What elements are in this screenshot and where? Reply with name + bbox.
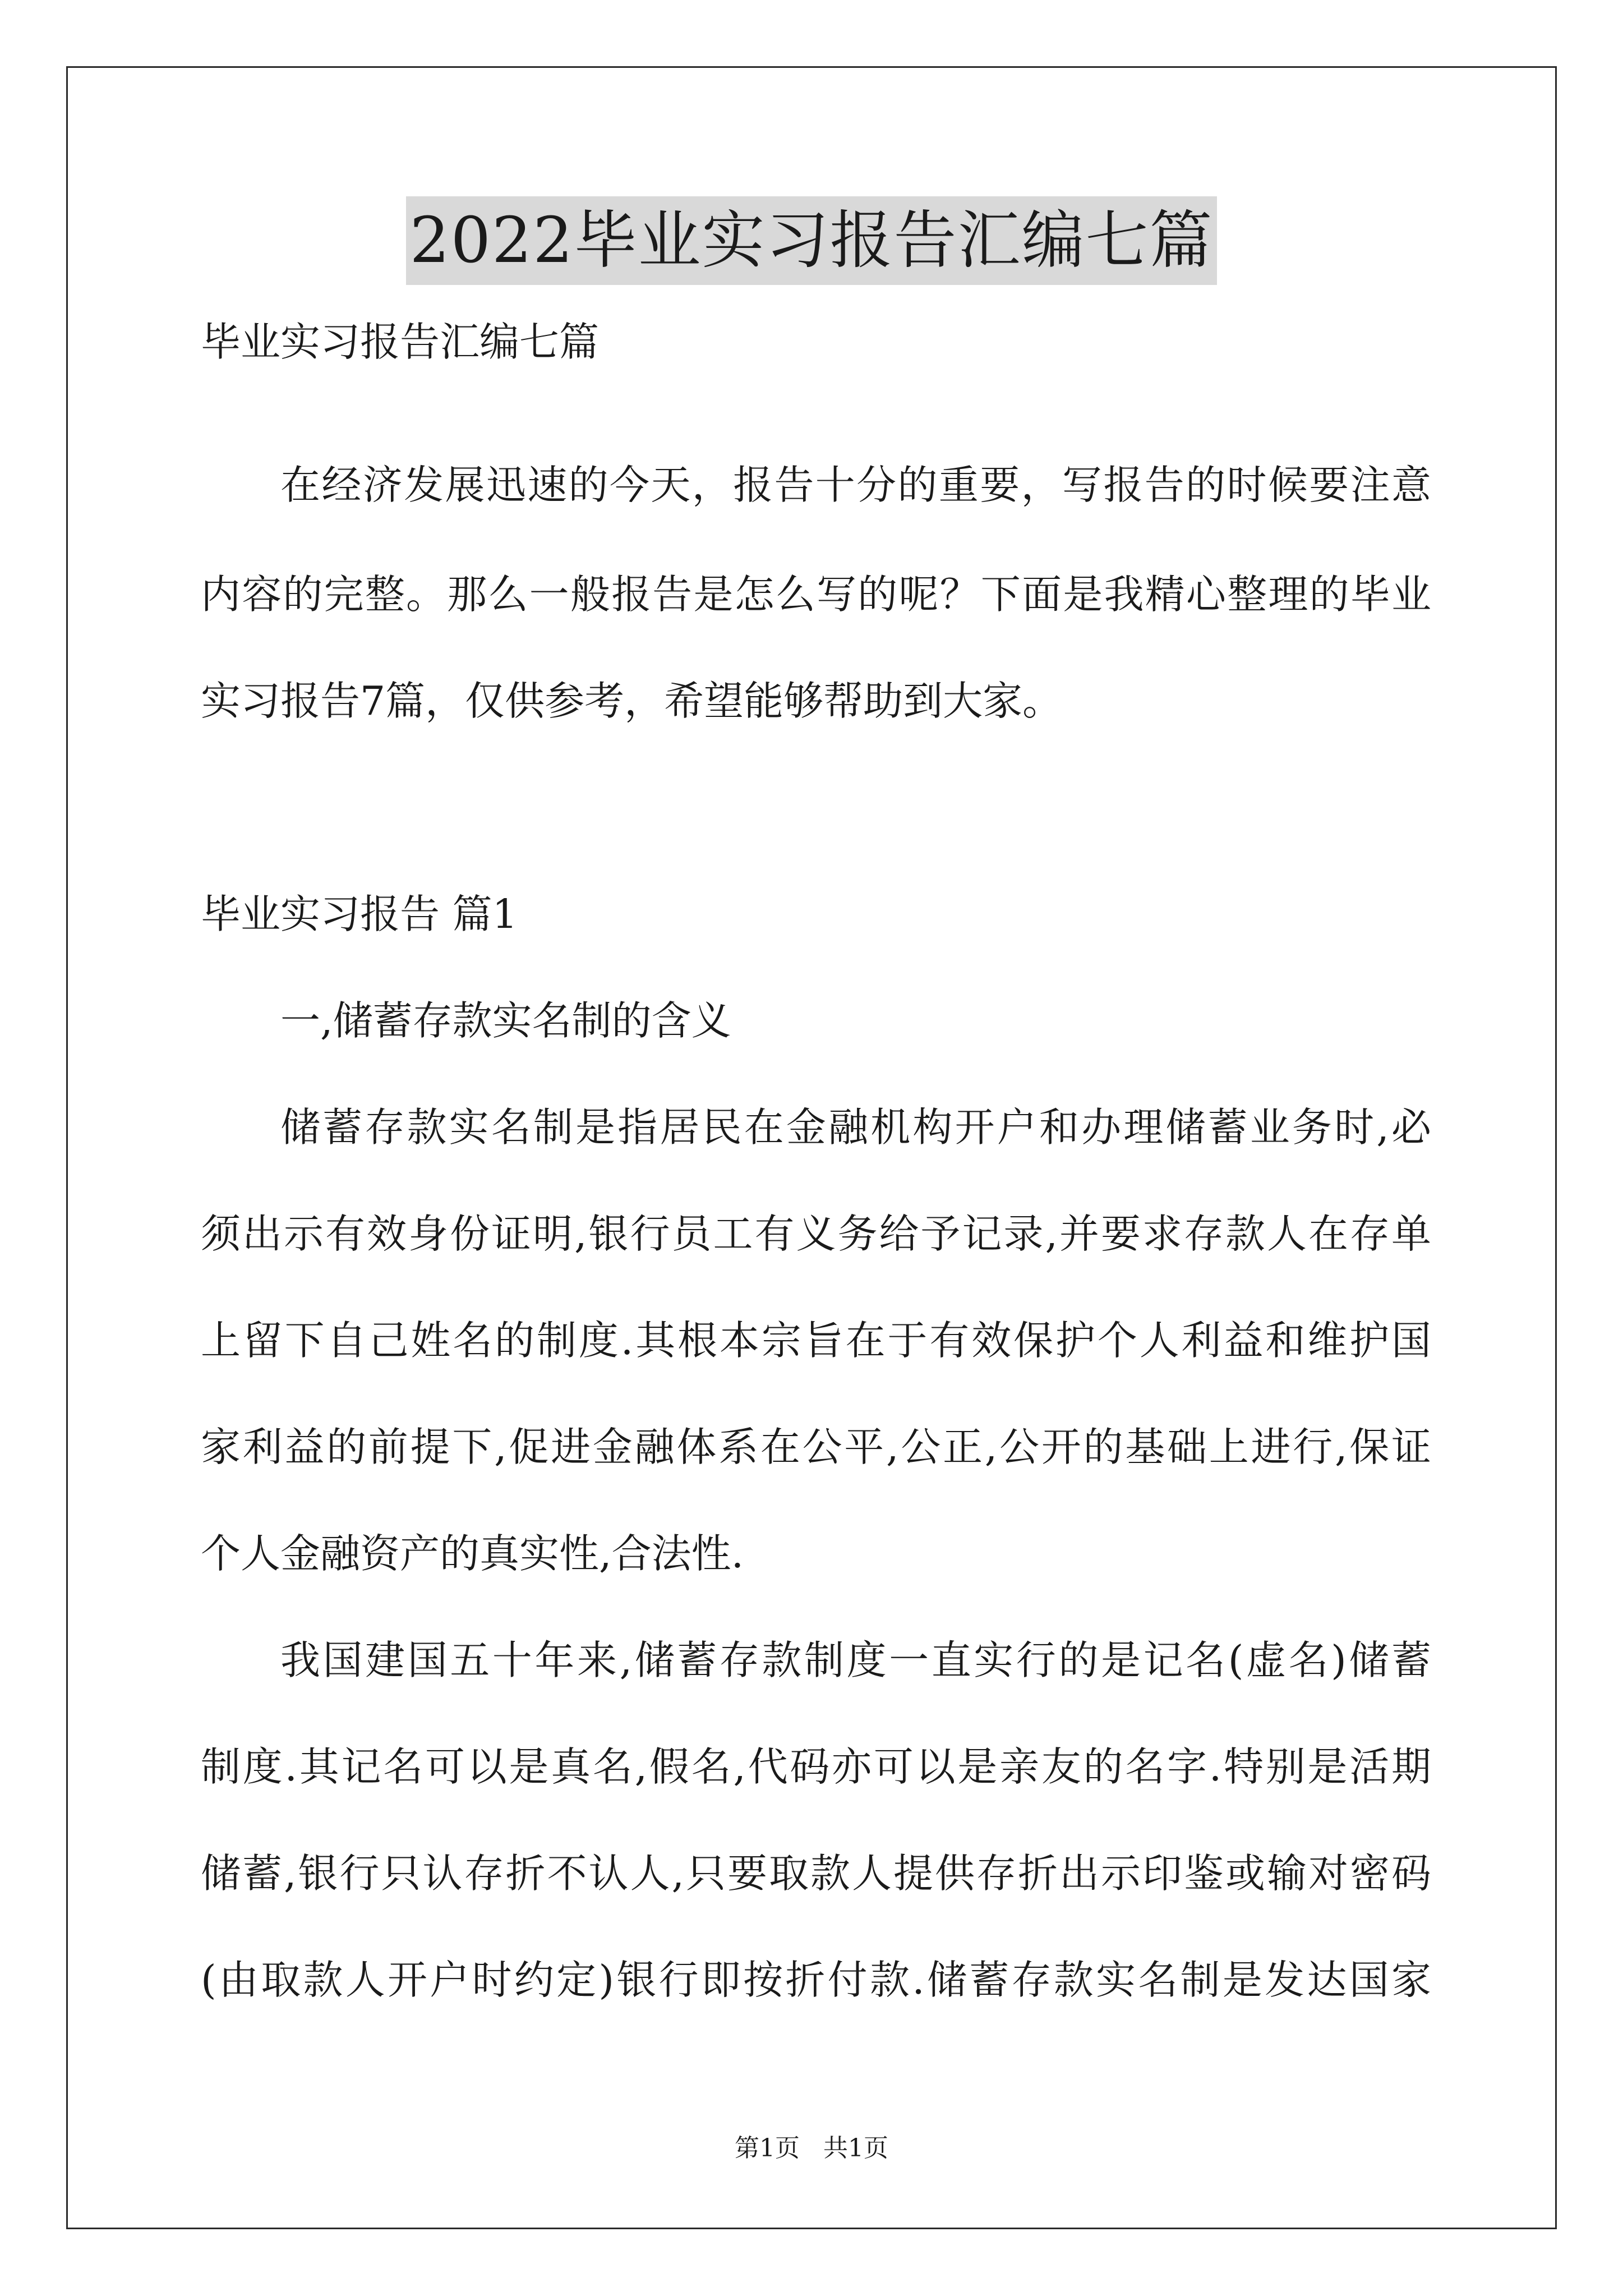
page-footer: 第1页 共1页 [735,2134,888,2162]
intro-line-2: 内容的完整。那么一般报告是怎么写的呢？下面是我精心整理的毕业 [201,571,1431,618]
paragraph2-line-4: (由取款人开户时约定)银行即按折付款.储蓄存款实名制是发达国家 [201,1957,1431,2003]
paragraph2-line-1: 我国建国五十年来,储蓄存款制度一直实行的是记名(虚名)储蓄 [280,1637,1431,1683]
paragraph1-line-1: 储蓄存款实名制是指居民在金融机构开户和办理储蓄业务时,必 [280,1104,1431,1151]
intro-line-1: 在经济发展迅速的今天，报告十分的重要，写报告的时候要注意 [280,462,1431,508]
paragraph2-line-2: 制度.其记名可以是真名,假名,代码亦可以是亲友的名字.特别是活期 [201,1743,1431,1790]
paragraph2-line-3: 储蓄,银行只认存折不认人,只要取款人提供存折出示印鉴或输对密码 [201,1850,1431,1897]
document-subtitle: 毕业实习报告汇编七篇 [201,319,600,365]
paragraph1-line-3: 上留下自己姓名的制度.其根本宗旨在于有效保护个人利益和维护国 [201,1317,1431,1364]
document-title: 2022毕业实习报告汇编七篇 [406,196,1216,285]
subsection-heading: 一,储蓄存款实名制的含义 [280,997,731,1044]
paragraph1-line-4: 家利益的前提下,促进金融体系在公平,公正,公开的基础上进行,保证 [201,1424,1431,1470]
title-container [0,196,1623,285]
paragraph1-line-5: 个人金融资产的真实性,合法性. [201,1530,744,1577]
paragraph1-line-2: 须出示有效身份证明,银行员工有义务给予记录,并要求存款人在存单 [201,1211,1431,1257]
intro-line-3: 实习报告7篇，仅供参考，希望能够帮助到大家。 [201,678,1063,724]
section-heading: 毕业实习报告 篇1 [201,891,518,937]
